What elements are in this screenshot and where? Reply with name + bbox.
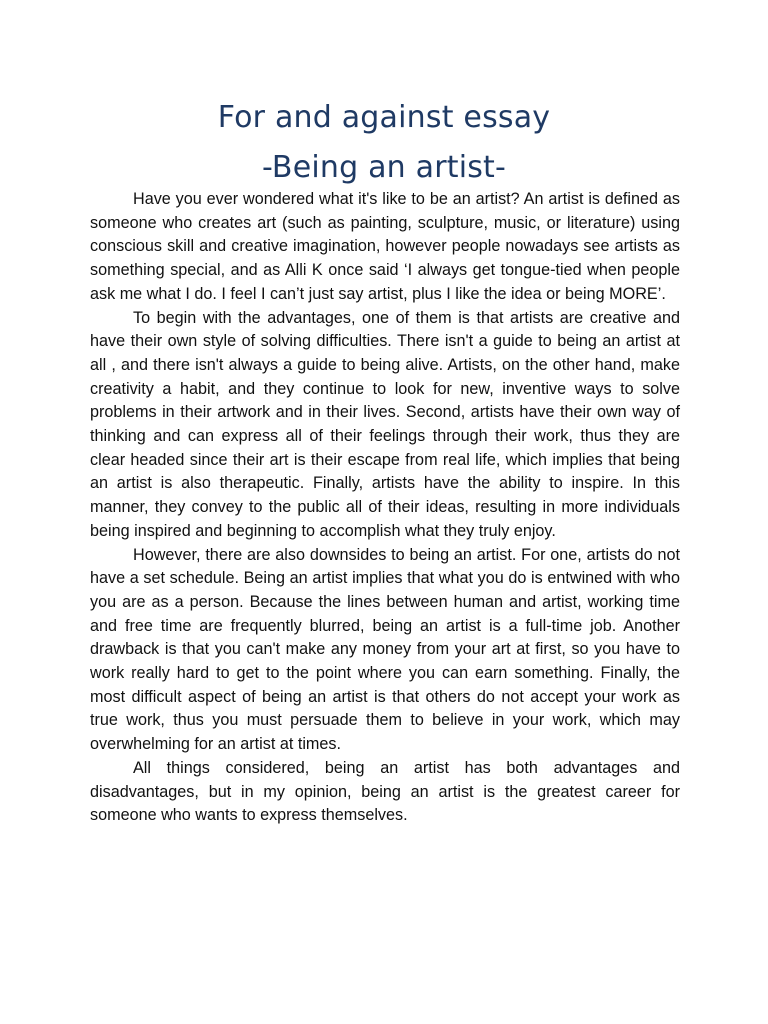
essay-body — [90, 188, 680, 828]
paragraph-disadvantages: However, there are also downsides to being an artist. For one, artists do not have a set schedule. Being an artist implies that what you do is entwined with who you are as a person. Because the lines between human and artist, working time and free time are frequently blurred, being an artist is a full-time job. Another drawback is that you can't make any money from your art at first, so you have to work really hard to get to the point where you can earn something. Finally, the most difficult aspect of being an artist is that others do not accept your work as true work, thus you must persuade them to believe in your work, which may overwhelming for an artist at times. — [90, 545, 680, 754]
paragraph-introduction: Have you ever wondered what it's like to be an artist? An artist is defined as someone who creates art (such as painting, sculpture, music, or literature) using conscious skill and creative imagination, however people nowadays see artists as something special, and as Alli K once said ‘I always get tongue-tied when people ask me what I do. I feel I can’t just say artist, plus I like the idea or being MORE’. — [90, 190, 680, 303]
paragraph-conclusion: All things considered, being an artist has both advantages and disadvantages, but in my opinion, being an artist is the greatest career for someone who wants to express themselves. — [90, 758, 680, 825]
document-subtitle: -Being an artist- — [261, 150, 507, 185]
document-title: For and against essay — [217, 100, 551, 135]
paragraph-advantages: To begin with the advantages, one of them is that artists are creative and have their own style of solving difficulties. There isn't a guide to being an artist at all , and there isn't always a guide to being alive. Artists, on the other hand, make creativity a habit, and they continue to look for new, inventive ways to solve problems in their artwork and in their lives. Second, artists have their own way of thinking and can express all of their feelings through their work, thus they are clear headed since their art is their escape from real life, which implies that being an artist is also therapeutic. Finally, artists have the ability to inspire. In this manner, they convey to the public all of their ideas, resulting in more individuals being inspired and beginning to accomplish what they truly enjoy. — [90, 308, 680, 540]
